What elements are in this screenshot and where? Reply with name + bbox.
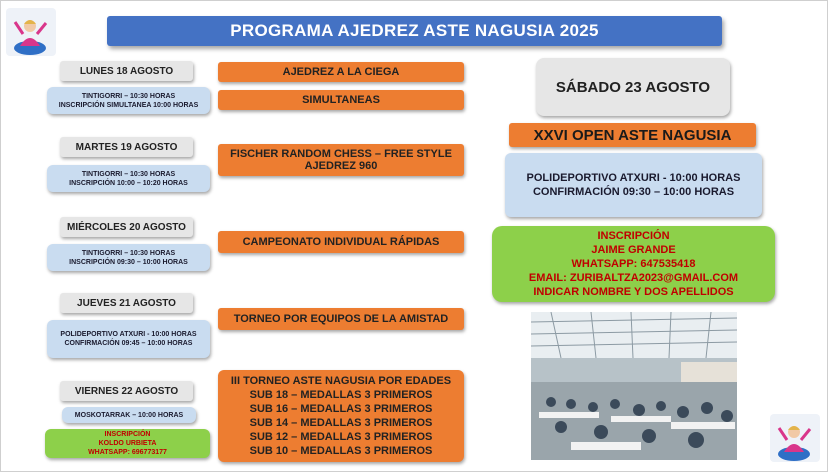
friday-registration-box: [45, 429, 210, 458]
info-line: TINTIGORRI – 10:30 HORAS: [81, 92, 176, 100]
day-label-friday: VIERNES 22 AGOSTO: [60, 381, 193, 401]
event-ajedrez-a-la-ciega: AJEDREZ A LA CIEGA: [218, 62, 464, 82]
venue-line: POLIDEPORTIVO ATXURI - 10:00 HORAS: [526, 172, 741, 184]
mascot-image-bottom-right: [770, 414, 820, 462]
saturday-venue-box: [505, 153, 762, 217]
info-box-monday: [47, 87, 210, 114]
event-line: SUB 18 – MEDALLAS 3 PRIMEROS: [249, 389, 433, 401]
event-fischer-random: [218, 144, 464, 176]
info-line: MOSKOTARRAK – 10:00 HORAS: [74, 411, 184, 419]
registration-line: JAIME GRANDE: [591, 244, 676, 256]
day-label-monday: LUNES 18 AGOSTO: [60, 61, 193, 81]
day-label-wednesday: MIÉRCOLES 20 AGOSTO: [60, 217, 193, 237]
tournament-photo: [531, 312, 737, 460]
info-line: TINTIGORRI – 10:30 HORAS: [81, 249, 176, 257]
info-box-tuesday: [47, 165, 210, 192]
saturday-date: SÁBADO 23 AGOSTO: [536, 58, 730, 116]
day-label-tuesday: MARTES 19 AGOSTO: [60, 137, 193, 157]
event-line: SUB 12 – MEDALLAS 3 PRIMEROS: [249, 431, 433, 443]
registration-line: WHATSAPP: 647535418: [571, 258, 696, 270]
event-line: FISCHER RANDOM CHESS – FREE STYLE: [230, 148, 452, 160]
saturday-event-title: XXVI OPEN ASTE NAGUSIA: [509, 123, 756, 147]
info-line: TINTIGORRI – 10:30 HORAS: [81, 170, 176, 178]
info-line: POLIDEPORTIVO ATXURI - 10:00 HORAS: [60, 331, 197, 338]
event-simultaneas: SIMULTANEAS: [218, 90, 464, 110]
page-title: PROGRAMA AJEDREZ ASTE NAGUSIA 2025: [107, 16, 722, 46]
info-box-wednesday: [47, 244, 210, 271]
registration-line: INDICAR NOMBRE Y DOS APELLIDOS: [533, 286, 734, 298]
info-line: INSCRIPCIÓN 10:00 – 10:20 HORAS: [69, 179, 188, 187]
saturday-registration-box: [492, 226, 775, 302]
info-line: INSCRIPCIÓN 09:30 – 10:00 HORAS: [69, 258, 188, 266]
info-line: CONFIRMACIÓN 09:45 – 10:00 HORAS: [64, 340, 193, 347]
registration-line: INSCRIPCIÓN: [597, 230, 670, 242]
info-line: INSCRIPCIÓN SIMULTANEA 10:00 HORAS: [58, 101, 199, 109]
day-label-thursday: JUEVES 21 AGOSTO: [60, 293, 193, 313]
event-line: SUB 16 – MEDALLAS 3 PRIMEROS: [249, 403, 433, 415]
mascot-image-top-left: [6, 8, 56, 56]
event-campeonato-rapidas: CAMPEONATO INDIVIDUAL RÁPIDAS: [218, 231, 464, 253]
info-box-thursday: [47, 320, 210, 358]
event-torneo-equipos: TORNEO POR EQUIPOS DE LA AMISTAD: [218, 308, 464, 330]
event-line: SUB 14 – MEDALLAS 3 PRIMEROS: [249, 417, 433, 429]
registration-line: INSCRIPCIÓN: [104, 431, 151, 438]
event-torneo-edades: [218, 370, 464, 462]
registration-line: EMAIL: ZURIBALTZA2023@GMAIL.COM: [528, 272, 739, 284]
registration-line: KOLDO URBIETA: [98, 440, 157, 447]
event-line: III TORNEO ASTE NAGUSIA POR EDADES: [230, 375, 452, 387]
event-line: SUB 10 – MEDALLAS 3 PRIMEROS: [249, 445, 433, 457]
venue-line: CONFIRMACIÓN 09:30 – 10:00 HORAS: [532, 186, 735, 198]
info-box-friday: [62, 407, 196, 423]
registration-line: WHATSAPP: 696773177: [88, 449, 167, 456]
event-line: AJEDREZ 960: [304, 160, 378, 172]
